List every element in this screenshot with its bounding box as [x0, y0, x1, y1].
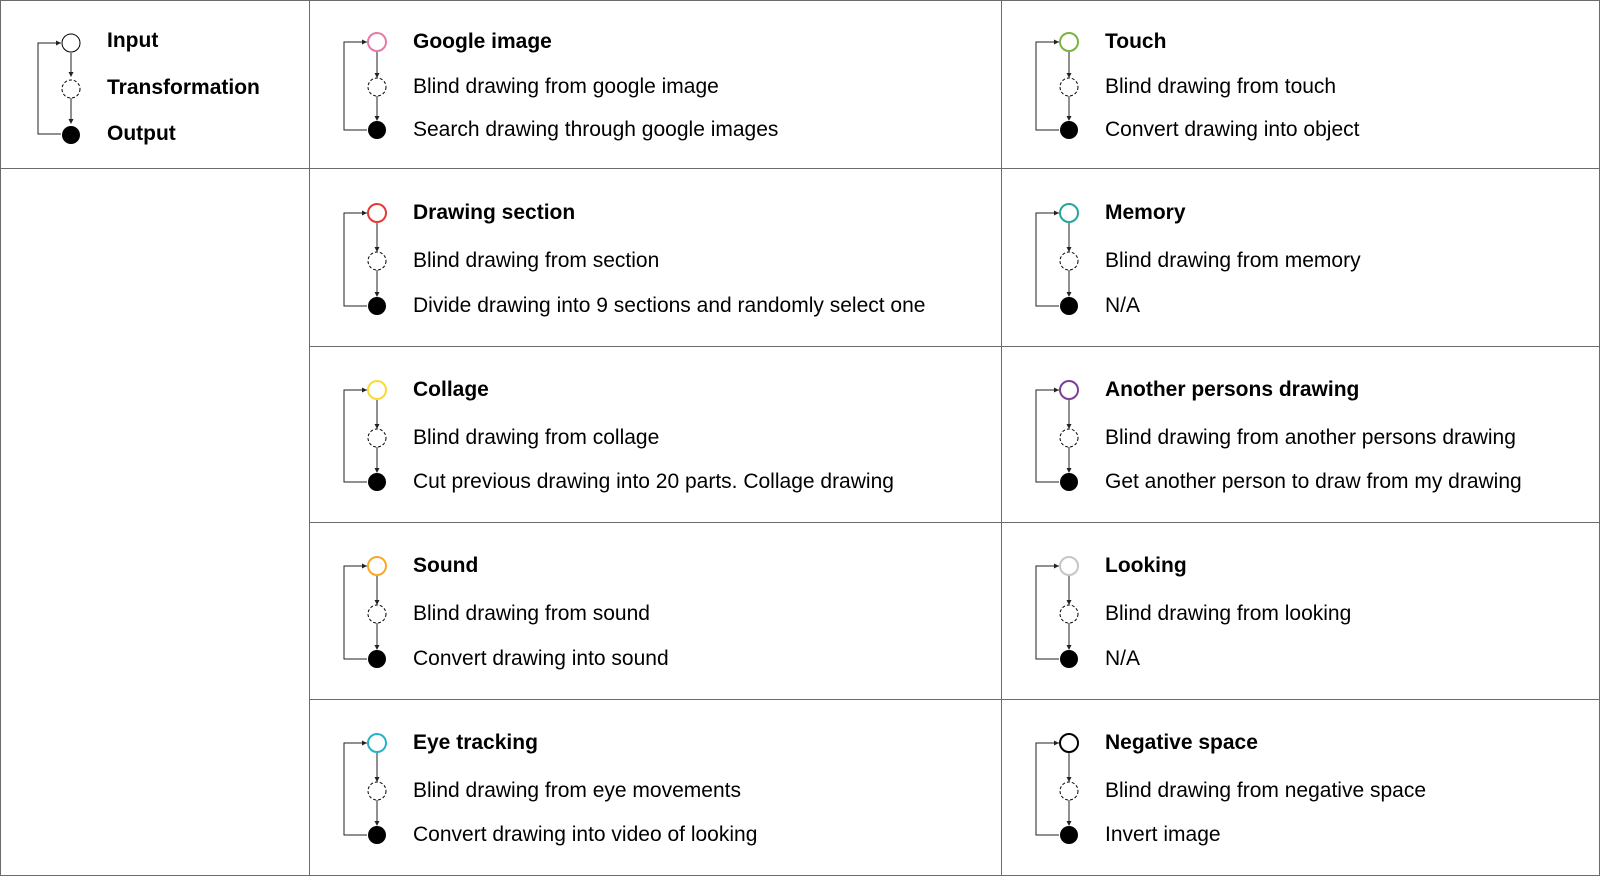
flow-diagram [1001, 699, 1121, 875]
card-output-text: Get another person to draw from my drawing [1105, 470, 1522, 493]
card-title: Memory [1105, 201, 1186, 224]
feedback-arrow [1036, 213, 1059, 306]
card-output-text: Convert drawing into object [1105, 118, 1360, 141]
legend-output-label: Output [107, 122, 176, 145]
flow-diagram [309, 0, 429, 168]
input-node-icon [1060, 557, 1078, 575]
flow-diagram [309, 168, 429, 346]
arrowhead [362, 741, 367, 746]
arrowhead [1067, 821, 1072, 826]
arrowhead [375, 247, 380, 252]
card-title: Another persons drawing [1105, 378, 1360, 401]
card-touch [1001, 0, 1600, 168]
transformation-node-icon [368, 78, 386, 96]
card-collage [309, 346, 1001, 522]
card-negative-space [1001, 699, 1600, 875]
arrowhead [375, 821, 380, 826]
arrowhead [1054, 211, 1059, 216]
input-node-icon [368, 381, 386, 399]
output-node-icon [1060, 826, 1078, 844]
grid-border-bottom [0, 875, 1600, 876]
arrowhead [1067, 116, 1072, 121]
feedback-arrow [1036, 42, 1059, 130]
card-output-text: Invert image [1105, 823, 1221, 846]
transformation-node-icon [1060, 605, 1078, 623]
transformation-node-icon [368, 429, 386, 447]
card-transformation-text: Blind drawing from memory [1105, 249, 1361, 272]
feedback-arrow [344, 743, 367, 835]
transformation-node-icon [368, 605, 386, 623]
card-transformation-text: Blind drawing from negative space [1105, 779, 1427, 802]
flow-diagram [1001, 168, 1121, 346]
flow-diagram [1001, 522, 1121, 699]
feedback-arrow [344, 566, 367, 659]
feedback-arrow [1036, 390, 1059, 482]
transformation-node-icon [368, 782, 386, 800]
feedback-arrow [344, 42, 367, 130]
arrowhead [1054, 388, 1059, 393]
card-memory [1001, 168, 1600, 346]
output-node-icon [368, 121, 386, 139]
arrowhead [375, 777, 380, 782]
output-node-icon [368, 473, 386, 491]
card-transformation-text: Blind drawing from another persons drawing [1105, 426, 1516, 449]
arrowhead [1067, 600, 1072, 605]
card-title: Sound [413, 554, 479, 577]
transformation-node-icon [368, 252, 386, 270]
legend-card [0, 0, 309, 168]
card-eye-tracking [309, 699, 1001, 875]
flow-diagram [309, 346, 429, 522]
arrowhead [362, 40, 367, 45]
input-node-icon [368, 557, 386, 575]
output-node-icon [368, 826, 386, 844]
card-title: Eye tracking [413, 731, 538, 754]
output-node-icon [368, 650, 386, 668]
card-output-text: N/A [1105, 294, 1141, 317]
arrowhead [375, 73, 380, 78]
transformation-node-icon [1060, 429, 1078, 447]
transformation-node-icon [1060, 252, 1078, 270]
feedback-arrow [344, 390, 367, 482]
card-title: Collage [413, 378, 489, 401]
flow-diagram [309, 522, 429, 699]
card-output-text: Search drawing through google images [413, 118, 779, 141]
feedback-arrow [344, 213, 367, 306]
output-node-icon [1060, 650, 1078, 668]
card-title: Negative space [1105, 731, 1258, 754]
arrowhead [362, 564, 367, 569]
card-looking [1001, 522, 1600, 699]
card-title: Looking [1105, 554, 1187, 577]
arrowhead [1054, 564, 1059, 569]
card-title: Touch [1105, 30, 1167, 53]
output-node-icon [1060, 121, 1078, 139]
output-node-icon [368, 297, 386, 315]
card-transformation-text: Blind drawing from sound [413, 602, 650, 625]
output-node-icon [1060, 473, 1078, 491]
output-node-icon [62, 126, 80, 144]
arrowhead [362, 211, 367, 216]
input-node-icon [1060, 204, 1078, 222]
card-output-text: Cut previous drawing into 20 parts. Collage drawing [413, 470, 894, 493]
arrowhead [375, 424, 380, 429]
input-node-icon [368, 33, 386, 51]
transformation-node-icon [62, 80, 80, 98]
card-output-text: Divide drawing into 9 sections and randomly select one [413, 294, 926, 317]
legend-input-label: Input [107, 29, 159, 52]
card-drawing-section [309, 168, 1001, 346]
arrowhead [375, 645, 380, 650]
card-output-text: Convert drawing into video of looking [413, 823, 758, 846]
arrowhead [1054, 741, 1059, 746]
arrowhead [1067, 424, 1072, 429]
arrowhead [1067, 73, 1072, 78]
card-sound [309, 522, 1001, 699]
arrowhead [1054, 40, 1059, 45]
feedback-arrow [1036, 566, 1059, 659]
arrowhead [1067, 645, 1072, 650]
input-node-icon [62, 34, 80, 52]
input-node-icon [368, 204, 386, 222]
input-node-icon [1060, 33, 1078, 51]
card-transformation-text: Blind drawing from touch [1105, 75, 1337, 98]
arrowhead [1067, 292, 1072, 297]
flow-diagram [309, 699, 429, 875]
card-transformation-text: Blind drawing from section [413, 249, 660, 272]
card-another-persons-drawing [1001, 346, 1600, 522]
output-node-icon [1060, 297, 1078, 315]
arrowhead [1067, 777, 1072, 782]
input-node-icon [1060, 381, 1078, 399]
card-transformation-text: Blind drawing from looking [1105, 602, 1352, 625]
arrowhead [1067, 468, 1072, 473]
card-output-text: N/A [1105, 647, 1141, 670]
feedback-arrow [1036, 743, 1059, 835]
transformation-node-icon [1060, 782, 1078, 800]
arrowhead [375, 600, 380, 605]
arrowhead [375, 468, 380, 473]
arrowhead [375, 116, 380, 121]
transformation-node-icon [1060, 78, 1078, 96]
card-google-image [309, 0, 1001, 168]
card-title: Google image [413, 30, 552, 53]
flow-diagram [1001, 346, 1121, 522]
card-transformation-text: Blind drawing from collage [413, 426, 660, 449]
card-output-text: Convert drawing into sound [413, 647, 669, 670]
card-title: Drawing section [413, 201, 576, 224]
card-transformation-text: Blind drawing from google image [413, 75, 719, 98]
card-transformation-text: Blind drawing from eye movements [413, 779, 741, 802]
input-node-icon [1060, 734, 1078, 752]
legend-transformation-label: Transformation [107, 76, 260, 99]
arrowhead [1067, 247, 1072, 252]
arrowhead [375, 292, 380, 297]
flow-diagram [1001, 0, 1121, 168]
arrowhead [362, 388, 367, 393]
input-node-icon [368, 734, 386, 752]
